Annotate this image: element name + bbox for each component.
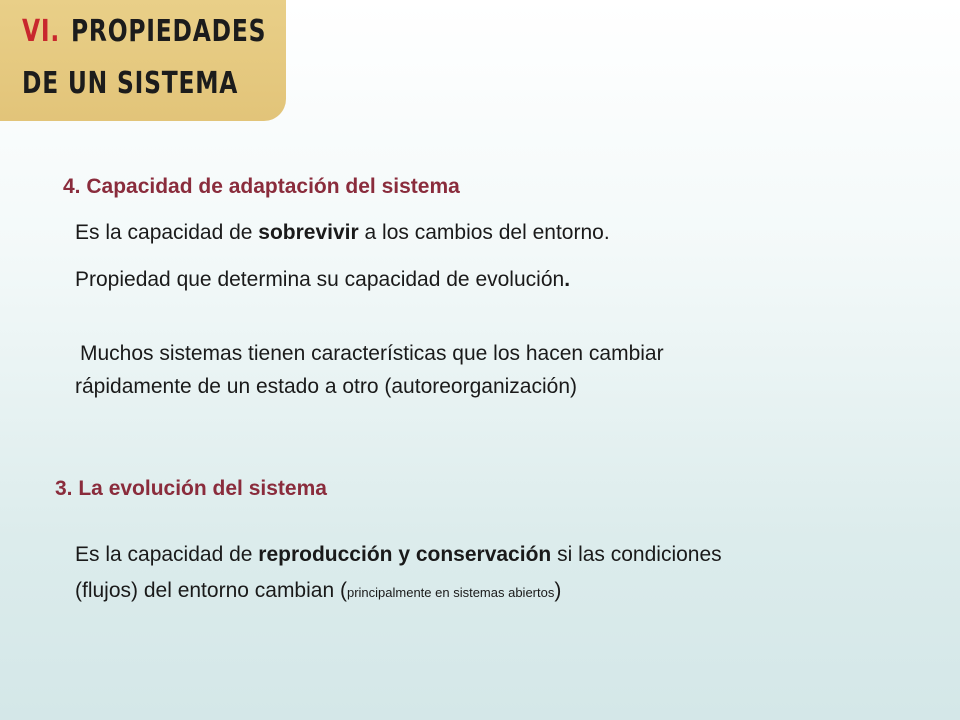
small-note: principalmente en sistemas abiertos xyxy=(346,585,555,600)
text-run: si las condiciones xyxy=(551,543,722,566)
section-3-paragraph-line-2 xyxy=(75,574,561,609)
text-run: Es la capacidad de xyxy=(75,543,259,566)
section-4-paragraph-3-line-1: Muchos sistemas tienen características que los hacen cambiar xyxy=(80,342,664,365)
section-numeral: VI. xyxy=(22,14,61,49)
section-4-heading: 4. Capacidad de adaptación del sistema xyxy=(63,175,460,198)
text-run: Propiedad que determina su capacidad de evolución xyxy=(75,268,565,291)
text-run: a los cambios del entorno. xyxy=(358,221,610,244)
slide-title-banner xyxy=(0,0,286,121)
section-4-paragraph-3-line-2: rápidamente de un estado a otro (autoreorganización) xyxy=(75,375,577,398)
text-run: ) xyxy=(554,579,562,602)
bold-term: sobrevivir xyxy=(258,221,359,244)
section-4-paragraph-2 xyxy=(75,263,570,296)
bold-period: . xyxy=(564,268,571,291)
title-text-1: PROPIEDADES xyxy=(70,14,267,49)
section-3-heading: 3. La evolución del sistema xyxy=(55,477,327,500)
slide-title-line-1 xyxy=(22,14,266,49)
section-4-paragraph-1 xyxy=(75,216,610,249)
section-3-paragraph-line-1 xyxy=(75,538,722,571)
bold-term: reproducción y conservación xyxy=(258,543,552,566)
slide-title-line-2: DE UN SISTEMA xyxy=(22,66,239,101)
text-run: Es la capacidad de xyxy=(75,221,259,244)
text-run: (flujos) del entorno cambian ( xyxy=(75,579,347,602)
